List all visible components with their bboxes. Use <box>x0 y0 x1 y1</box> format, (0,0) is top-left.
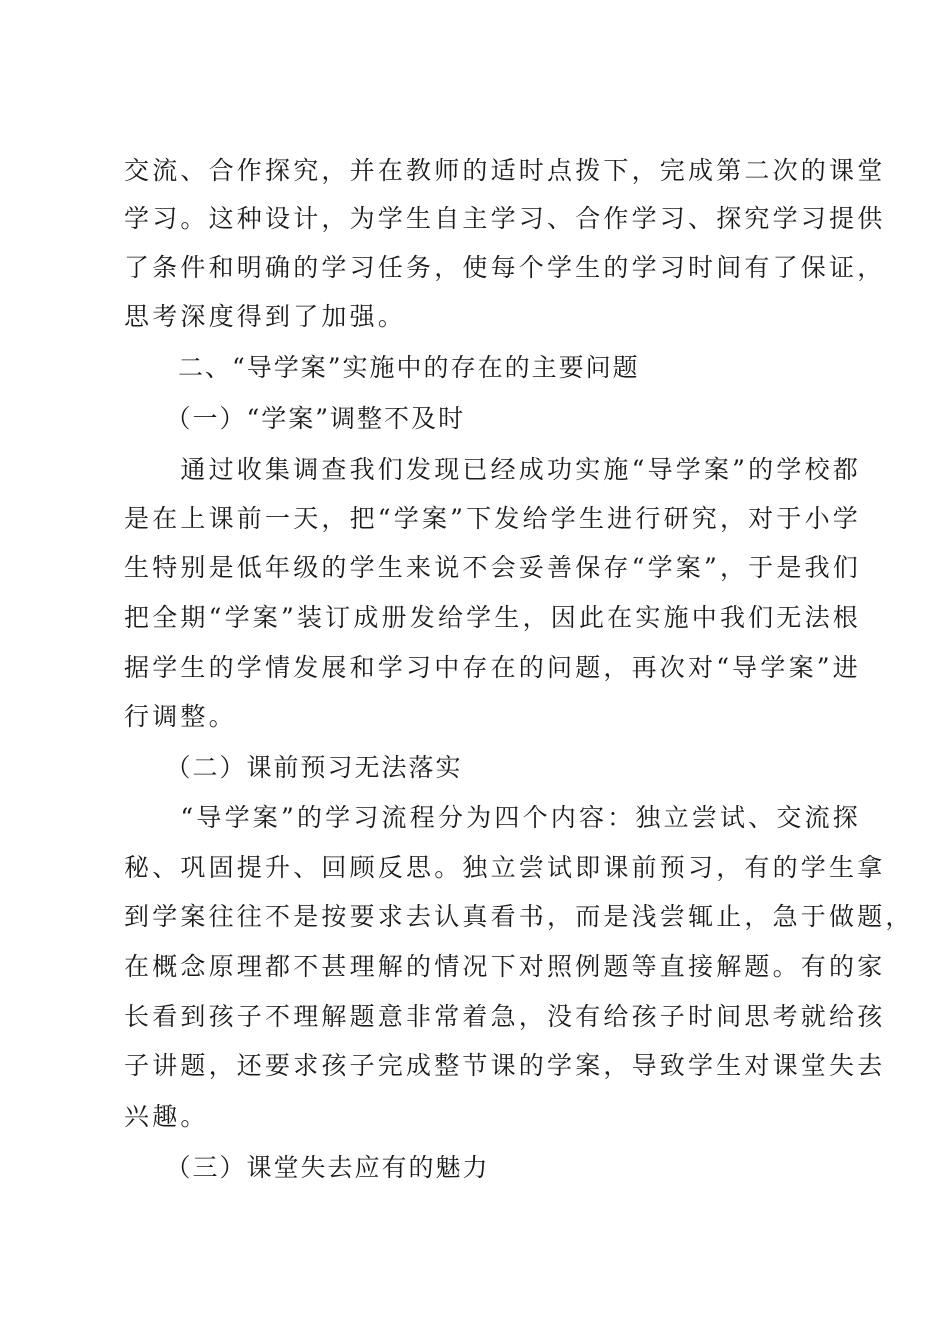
subsection-heading: （一）“学案”调整不及时 <box>124 404 466 433</box>
section-heading: 二、“导学案”实施中的存在的主要问题 <box>124 353 640 382</box>
text-line: 生特别是低年级的学生来说不会妥善保存“学案”，于是我们 <box>124 553 861 582</box>
subsection-heading: （三）课堂失去应有的魅力 <box>124 1153 490 1182</box>
text-line: 思考深度得到了加强。 <box>124 302 407 331</box>
text-line: 交流、合作探究，并在教师的适时点拨下，完成第二次的课堂 <box>124 156 886 185</box>
text-line: “导学案”的学习流程分为四个内容：独立尝试、交流探 <box>124 803 861 832</box>
text-line: 把全期“学案”装订成册发给学生，因此在实施中我们无法根 <box>124 603 861 632</box>
text-line: 了条件和明确的学习任务，使每个学生的学习时间有了保证， <box>124 253 886 282</box>
text-line: 到学案往往不是按要求去认真看书，而是浅尝辄止，急于做题， <box>124 902 914 931</box>
subsection-heading: （二）课前预习无法落实 <box>124 753 463 782</box>
text-line: 秘、巩固提升、回顾反思。独立尝试即课前预习，有的学生拿 <box>124 853 886 882</box>
text-line: 长看到孩子不理解题意非常着急，没有给孩子时间思考就给孩 <box>124 1002 886 1031</box>
text-line: 在概念原理都不甚理解的情况下对照例题等直接解题。有的家 <box>124 952 886 981</box>
text-line: 通过收集调查我们发现已经成功实施“导学案”的学校都 <box>124 455 861 484</box>
text-line: 行调整。 <box>124 702 237 731</box>
text-line: 子讲题，还要求孩子完成整节课的学案，导致学生对课堂失去 <box>124 1051 886 1080</box>
text-line: 是在上课前一天，把“学案”下发给学生进行研究，对于小学 <box>124 504 861 533</box>
text-line: 兴趣。 <box>124 1102 209 1131</box>
text-line: 学习。这种设计，为学生自主学习、合作学习、探究学习提供 <box>124 204 886 233</box>
text-line: 据学生的学情发展和学习中存在的问题，再次对“导学案”进 <box>124 653 861 682</box>
